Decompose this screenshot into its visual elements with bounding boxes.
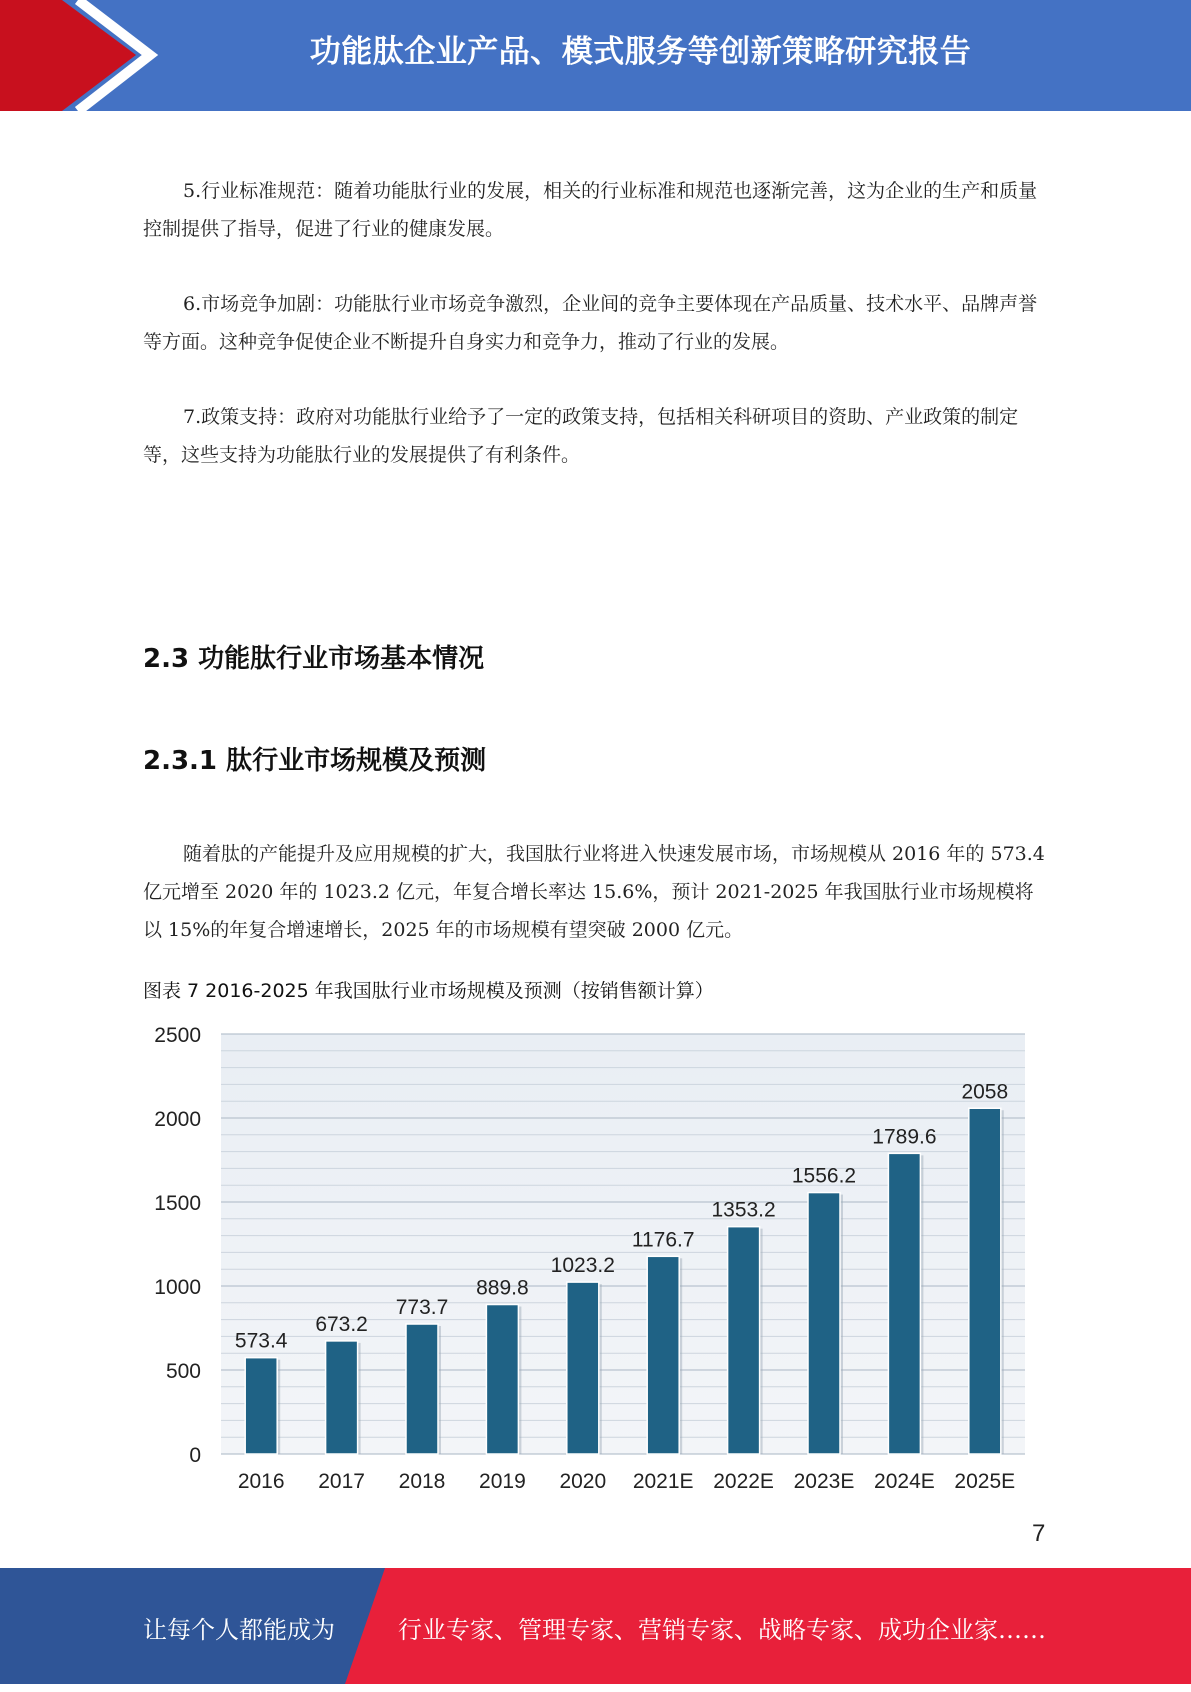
bar-2019 <box>486 1305 518 1454</box>
x-tick-label: 2023E <box>793 1470 855 1493</box>
red-arrow-shape <box>0 0 136 111</box>
data-label-2016: 573.4 <box>234 1329 288 1353</box>
chart-y-axis <box>154 1024 201 1467</box>
chart-caption: 图表 7 2016-2025 年我国肽行业市场规模及预测（按销售额计算） <box>143 980 714 1002</box>
x-tick-label: 2017 <box>318 1470 365 1493</box>
footer-slogan-right: 行业专家、管理专家、营销专家、战略专家、成功企业家…… <box>398 1616 1046 1644</box>
market-size-bar-chart <box>143 1016 1043 1500</box>
bar-2020 <box>567 1282 599 1454</box>
subsection-heading: 2.3.1 肽行业市场规模及预测 <box>143 746 487 776</box>
y-tick-label: 2500 <box>154 1024 201 1047</box>
x-tick-label: 2022E <box>713 1470 774 1493</box>
data-label-2018: 773.7 <box>395 1296 449 1320</box>
x-tick-label: 2018 <box>398 1470 446 1493</box>
data-label-2024E: 1789.6 <box>872 1125 937 1149</box>
bar-2018 <box>406 1324 438 1454</box>
y-tick-label: 1500 <box>154 1192 201 1215</box>
data-label-2020: 1023.2 <box>550 1254 615 1278</box>
bar-2016 <box>245 1358 277 1454</box>
bar-2025E <box>969 1108 1001 1454</box>
paragraph-market-size: 随着肽的产能提升及应用规模的扩大，我国肽行业将进入快速发展市场，市场规模从 2016 年的 573.4 亿元增至 2020 年的 1023.2 亿元，年复合增长率达 15.6%，预计 2021-2025 年我国肽行业市场规模将以 15%的年复合增速增长，2025 年的市场规模有望突破 2000 亿元。 <box>143 843 1045 941</box>
x-tick-label: 2025E <box>954 1470 1016 1493</box>
footer-banner <box>0 1568 1191 1684</box>
page-number: 7 <box>1032 1520 1046 1547</box>
x-tick-label: 2024E <box>874 1470 935 1493</box>
footer-slogan-left: 让每个人都能成为 <box>143 1616 335 1644</box>
paragraph-market-competition: 6.市场竞争加剧：功能肽行业市场竞争激烈，企业间的竞争主要体现在产品质量、技术水平、品牌声誉等方面。这种竞争促使企业不断提升自身实力和竞争力，推动了行业的发展。 <box>143 293 1038 353</box>
chart-x-axis <box>238 1470 1015 1493</box>
bar-2021E <box>647 1256 679 1454</box>
bar-2024E <box>888 1153 920 1454</box>
data-label-2023E: 1556.2 <box>791 1164 857 1188</box>
x-tick-label: 2021E <box>632 1470 694 1493</box>
bar-2017 <box>326 1341 358 1454</box>
data-label-2019: 889.8 <box>476 1276 529 1300</box>
report-title: 功能肽企业产品、模式服务等创新策略研究报告 <box>309 34 972 70</box>
y-tick-label: 500 <box>165 1360 201 1383</box>
paragraph-policy-support: 7.政策支持：政府对功能肽行业给予了一定的政策支持，包括相关科研项目的资助、产业政策的制定等，这些支持为功能肽行业的发展提供了有利条件。 <box>143 406 1019 466</box>
header-banner <box>0 0 1191 111</box>
data-label-2022E: 1353.2 <box>711 1198 776 1222</box>
y-tick-label: 1000 <box>154 1276 201 1299</box>
bar-2022E <box>728 1227 760 1454</box>
data-label-2021E: 1176.7 <box>631 1228 695 1252</box>
y-tick-label: 0 <box>189 1444 201 1467</box>
x-tick-label: 2019 <box>479 1470 526 1493</box>
y-tick-label: 2000 <box>154 1108 201 1131</box>
data-label-2017: 673.2 <box>315 1312 368 1336</box>
data-label-2025E: 2058 <box>961 1080 1009 1104</box>
section-heading: 2.3 功能肽行业市场基本情况 <box>143 644 485 674</box>
paragraph-industry-standards: 5.行业标准规范：随着功能肽行业的发展，相关的行业标准和规范也逐渐完善，这为企业的生产和质量控制提供了指导，促进了行业的健康发展。 <box>143 180 1038 240</box>
x-tick-label: 2020 <box>559 1470 607 1493</box>
bar-2023E <box>808 1193 840 1454</box>
x-tick-label: 2016 <box>237 1470 285 1493</box>
